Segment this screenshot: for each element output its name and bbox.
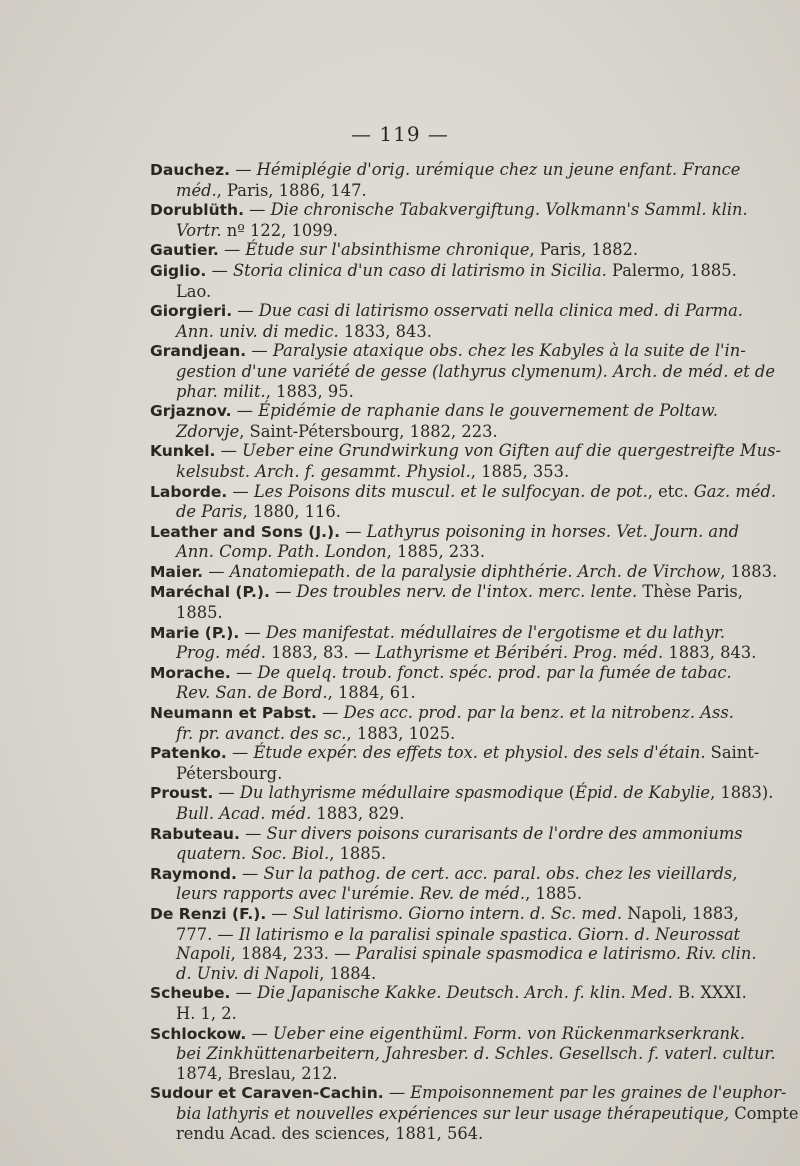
entry-author: Leather and Sons (J.). (150, 522, 341, 541)
citation-text: rendu Acad. des sciences, 1881, 564. (176, 1123, 484, 1143)
entry-author: Dauchez. (150, 161, 231, 179)
entry-continuation-line (150, 1124, 690, 1144)
citation-text: , 1880, 116. (242, 502, 341, 522)
citation-text: — (232, 301, 259, 321)
entry-first-line (150, 521, 740, 543)
citation-text: Vortr. (176, 220, 222, 240)
citation-text: Paralysie ataxique obs. chez les Kabyles à la suite de l'in- (272, 341, 746, 361)
citation-text: Napoli, 1883, (622, 903, 739, 923)
citation-text: Die Japanische Kakke. Deutsch. Arch. f. klin. Med. (257, 983, 673, 1003)
citation-text: , Paris, 1886, 147. (216, 180, 367, 200)
entry-first-line (150, 703, 734, 724)
entry-author: Grjaznov. (150, 402, 232, 421)
bibliography-entry (150, 783, 774, 823)
citation-text: Lathyrisme et Béribéri. Prog. méd. (375, 643, 664, 663)
citation-text: — (383, 1083, 411, 1103)
citation-text: — (215, 441, 243, 461)
entry-continuation-line (150, 964, 690, 984)
citation-text: — (266, 903, 293, 923)
citation-text: — (239, 622, 266, 642)
citation-text: Des acc. prod. par la benz. et la nitrobenz. Ass. (343, 703, 734, 723)
entry-author: Patenko. (150, 744, 227, 763)
citation-text: bia lathyris et nouvelles expériences sur leur usage thérapeutique, (176, 1103, 730, 1123)
entry-author: Raymond. (150, 864, 237, 883)
bibliography-entry (150, 481, 777, 522)
citation-text: 777. — (176, 924, 239, 944)
bibliography-entry (150, 743, 760, 783)
citation-text: — (269, 582, 297, 602)
citation-text: , 1885. (525, 884, 583, 904)
citation-text: Paralisi spinale spasmodica e latirismo. Riv. clin. (355, 944, 757, 964)
citation-text: — (236, 863, 264, 883)
bibliography-entry (150, 561, 778, 583)
bibliography-entry (150, 823, 743, 864)
citation-text: Palermo, 1885. (606, 260, 737, 280)
citation-text: Ann. Comp. Path. London (176, 542, 387, 562)
citation-text: , 1884, 61. (327, 683, 416, 703)
citation-text: kelsubst. Arch. f. gesammt. Physiol. (176, 461, 471, 481)
entry-first-line (150, 240, 690, 261)
bibliography-entry (150, 582, 743, 623)
citation-text: B. XXXI. (672, 983, 747, 1003)
entry-author: Proust. (150, 784, 214, 803)
citation-text: Étude expér. des effets tox. et physiol. des sels d'étain. (253, 743, 706, 763)
citation-text: — (246, 341, 273, 361)
citation-text: Des troubles nerv. de l'intox. merc. lente. (296, 582, 638, 602)
entry-first-line (150, 783, 774, 804)
citation-text: Gaz. méd. (693, 481, 777, 501)
entry-first-line (150, 582, 743, 603)
bibliography-list (150, 160, 799, 1143)
entry-author: De Renzi (F.). (150, 904, 267, 923)
entry-first-line (150, 903, 739, 925)
entry-continuation-line (150, 221, 690, 241)
citation-text: , Paris, 1882. (529, 240, 639, 260)
citation-text: Ueber eine eigenthüml. Form. von Rückenmarkserkrank. (272, 1023, 746, 1043)
citation-text: H. 1, 2. (176, 1003, 237, 1023)
citation-text: Il latirismo e la paralisi spinale spastica. Giorn. d. Neurossat (238, 924, 741, 944)
citation-text: — (230, 983, 258, 1003)
citation-text: Lao. (176, 281, 212, 301)
entry-author: Laborde. (150, 482, 228, 501)
entry-continuation-line (150, 282, 690, 302)
entry-author: Giglio. (150, 261, 207, 280)
citation-text: , 1883, 1025. (346, 723, 456, 743)
bibliography-entry (150, 703, 734, 743)
citation-text: , Saint-Pétersbourg, 1882, 223. (239, 421, 498, 441)
citation-text: fr. pr. avanct. des sc. (176, 723, 347, 743)
citation-text: Ueber eine Grundwirkung von Giften auf die quergestreifte Mus- (242, 441, 781, 461)
entry-first-line (150, 200, 748, 221)
entry-author: Grandjean. (150, 342, 247, 361)
citation-text: Épidémie de raphanie dans le gouvernement de Poltaw. (258, 401, 718, 421)
entry-continuation-line (150, 603, 690, 623)
entry-first-line (150, 481, 777, 503)
entry-continuation-line (150, 724, 690, 744)
citation-text: gestion d'une variété de gesse (lathyrus clymenum). Arch. de méd. et de (176, 361, 775, 381)
citation-text: , 1885. (329, 844, 387, 864)
citation-text: phar. milit. (176, 381, 266, 401)
entry-continuation-line (150, 924, 741, 945)
entry-author: Gautier. (150, 241, 219, 260)
bibliography-entry (150, 662, 732, 703)
bibliography-entry (150, 301, 743, 341)
entry-first-line (150, 260, 737, 282)
citation-text: — (226, 743, 254, 763)
bibliography-entry (150, 1083, 799, 1143)
citation-text: nº 122, 1099. (221, 220, 339, 240)
entry-continuation-line (150, 944, 757, 964)
citation-text: , 1885, 233. (386, 542, 486, 562)
citation-text: méd. (176, 180, 217, 200)
citation-text: Thèse Paris, (637, 582, 743, 602)
citation-text: Die chronische Tabakvergiftung. Volkmann's Samml. klin. (270, 200, 748, 220)
entry-continuation-line (150, 643, 757, 663)
citation-text: Épid. de Kabylie (575, 783, 711, 803)
entry-author: Maréchal (P.). (150, 583, 270, 602)
citation-text: Du lathyrisme médullaire spasmodique (239, 783, 564, 803)
entry-continuation-line (150, 361, 775, 382)
citation-text: 1883, 829. (311, 804, 405, 823)
citation-text: Étude sur l'absinthisme chronique (245, 240, 530, 260)
bibliography-entry (150, 441, 781, 481)
entry-author: Giorgieri. (150, 302, 233, 321)
citation-text: leurs rapports avec l'urémie. Rev. de méd. (176, 884, 526, 904)
entry-continuation-line (150, 382, 690, 402)
citation-text: Napoli (176, 944, 231, 964)
citation-text: ( (563, 783, 575, 803)
citation-text: — (218, 240, 246, 260)
citation-text: Sur divers poisons curarisants de l'ordre des ammoniums (266, 823, 743, 843)
citation-text: , 1885, 353. (470, 461, 570, 481)
entry-first-line (150, 301, 743, 322)
citation-text: — (231, 401, 259, 421)
citation-text: 1874, Breslau, 212. (176, 1063, 338, 1083)
entry-first-line (150, 561, 778, 583)
citation-text: , 1883). (710, 783, 774, 803)
citation-text: , 1884. (319, 963, 377, 983)
citation-text: Anatomiepath. de la paralysie diphthérie. Arch. de Virchow (229, 561, 721, 581)
citation-text: Compte (729, 1103, 799, 1123)
entry-first-line (150, 441, 781, 462)
entry-continuation-line (150, 422, 690, 442)
entry-continuation-line (150, 884, 690, 904)
entry-first-line (150, 622, 725, 644)
citation-text: — (213, 783, 240, 803)
entry-author: Neumann et Pabst. (150, 704, 317, 723)
citation-text: Sur la pathog. de cert. acc. paral. obs. chez les vieillards, (263, 863, 738, 883)
entry-continuation-line (150, 1004, 690, 1024)
citation-text: — (316, 703, 344, 723)
bibliography-entry (150, 200, 748, 240)
citation-text: — (246, 1023, 273, 1043)
citation-text: , 1883, 95. (265, 381, 354, 401)
bibliography-entry (150, 903, 757, 983)
bibliography-entry (150, 160, 741, 200)
entry-continuation-line (150, 1103, 799, 1124)
entry-first-line (150, 401, 718, 422)
bibliography-entry (150, 521, 740, 562)
citation-text: — (203, 561, 230, 581)
bibliography-entry (150, 260, 737, 301)
citation-text: — (340, 521, 367, 541)
citation-text: Les Poisons dits muscul. et le sulfocyan. de pot. (253, 481, 648, 501)
citation-text: — (206, 260, 233, 280)
bibliography-entry (150, 341, 775, 401)
entry-author: Kunkel. (150, 442, 216, 461)
bibliography-entry (150, 1023, 776, 1084)
entry-author: Rabuteau. (150, 824, 240, 843)
citation-text: Zdorvje (176, 421, 240, 441)
entry-continuation-line (150, 683, 690, 703)
entry-author: Morache. (150, 663, 231, 682)
entry-first-line (150, 160, 741, 181)
citation-text: Hémiplégie d'orig. urémique chez un jeune enfant. France (256, 160, 741, 179)
citation-text: Lathyrus poisoning in horses. Vet. Journ. and (366, 521, 740, 541)
citation-text: Storia clinica d'un caso di latirismo in Sicilia. (232, 260, 607, 280)
entry-author: Marie (P.). (150, 623, 240, 642)
entry-first-line (150, 1083, 787, 1104)
entry-continuation-line (150, 1044, 776, 1064)
citation-text: Sul latirismo. Giorno intern. d. Sc. med. (292, 903, 623, 923)
entry-continuation-line (150, 542, 690, 562)
citation-text: de Paris (176, 502, 243, 522)
citation-text: — (227, 481, 254, 501)
citation-text: Bull. Acad. méd. (176, 804, 312, 823)
citation-text: — (243, 200, 271, 220)
bibliography-entry (150, 401, 718, 441)
citation-text: Ann. univ. di medic. (176, 321, 339, 341)
entry-first-line (150, 823, 743, 845)
entry-first-line (150, 983, 747, 1004)
citation-text: Pétersbourg. (176, 763, 283, 783)
citation-text: quatern. Soc. Biol. (176, 844, 330, 864)
citation-text: — (239, 823, 267, 843)
citation-text: Saint- (705, 743, 760, 763)
entry-author: Dorublüth. (150, 201, 244, 220)
entry-continuation-line (150, 1064, 690, 1084)
page-number: — 119 — (351, 122, 449, 146)
entry-author: Sudour et Caraven-Cachin. (150, 1084, 384, 1103)
entry-continuation-line (150, 462, 690, 482)
entry-first-line (150, 1023, 746, 1045)
citation-text: Due casi di latirismo osservati nella clinica med. di Parma. (258, 301, 743, 321)
entry-first-line (150, 863, 738, 885)
citation-text: Empoisonnement par les graines de l'euphor- (410, 1083, 787, 1103)
entry-author: Schlockow. (150, 1024, 247, 1043)
bibliography-entry (150, 863, 738, 904)
citation-text: — (230, 160, 257, 179)
citation-text: , 1884, 233. — (230, 944, 356, 964)
citation-text: Rev. San. de Bord. (176, 683, 328, 703)
bibliography-entry (150, 983, 747, 1023)
citation-text: d. Univ. di Napoli (176, 963, 320, 983)
citation-text: Prog. méd. (176, 643, 266, 663)
entry-first-line (150, 341, 746, 362)
entry-continuation-line (150, 502, 690, 522)
entry-author: Scheube. (150, 984, 231, 1003)
entry-continuation-line (150, 804, 690, 824)
entry-first-line (150, 662, 732, 684)
citation-text: — (230, 662, 258, 682)
entry-first-line (150, 743, 760, 764)
citation-text: 1883, 83. — (265, 643, 376, 663)
citation-text: , 1883. (720, 561, 778, 581)
entry-continuation-line (150, 764, 690, 784)
citation-text: Des manifestat. médullaires de l'ergotisme et du lathyr. (265, 622, 725, 642)
entry-continuation-line (150, 322, 690, 342)
entry-continuation-line (150, 181, 690, 201)
citation-text: De quelq. troub. fonct. spéc. prod. par la fumée de tabac. (257, 662, 732, 682)
citation-text: 1833, 843. (338, 321, 432, 341)
entry-author: Maier. (150, 562, 204, 581)
citation-text: 1883, 843. (663, 643, 757, 663)
citation-text: bei Zinkhüttenarbeitern, Jahresber. d. Schles. Gesellsch. f. vaterl. cultur. (176, 1044, 776, 1064)
entry-continuation-line (150, 844, 690, 864)
citation-text: 1885. (176, 603, 223, 623)
bibliography-entry (150, 622, 757, 663)
citation-text: , etc. (647, 481, 694, 501)
bibliography-entry (150, 240, 690, 261)
